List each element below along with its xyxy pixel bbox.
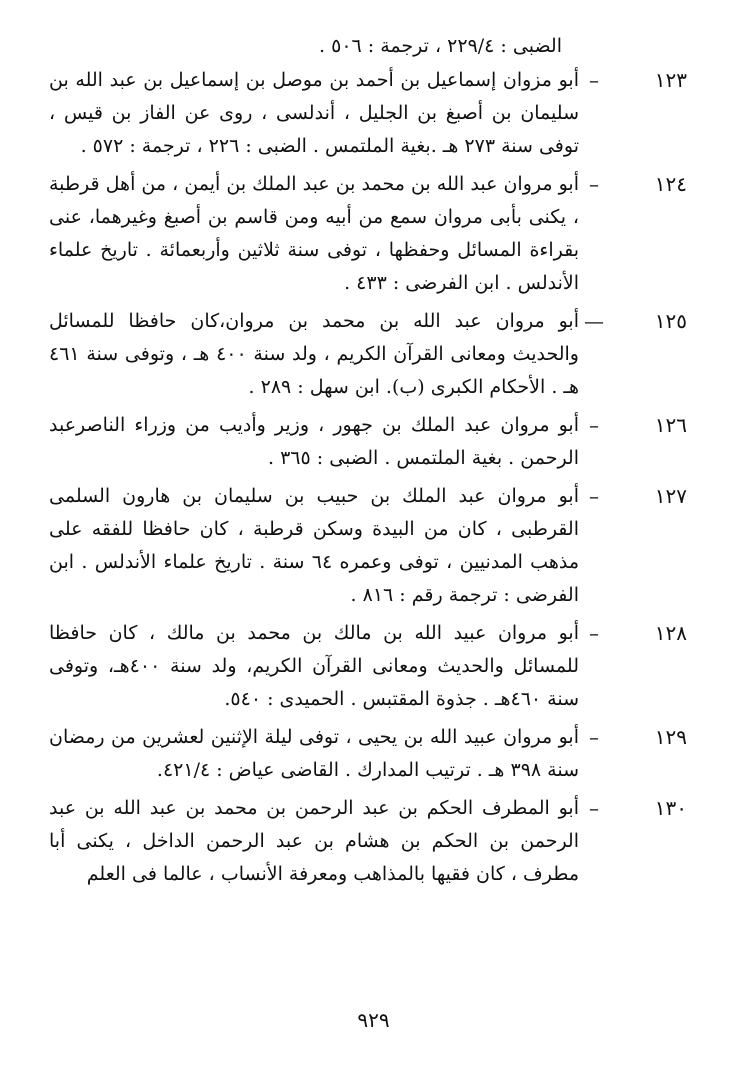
entry-124 <box>49 168 687 300</box>
entry-number: ١٢٩ <box>654 725 687 749</box>
entry-text: أبو مروان عبد الله بن محمد بن مروان،كان حافظا للمسائل والحديث ومعانى القرآن الكريم ، ولد سنة ٤٠٠ هـ ، وتوفى سنة ٤٦١ هـ . الأحكام الكبرى (ب). ابن سهل : ٢٨٩ . <box>49 310 579 398</box>
entry-number: ١٢٥ <box>654 309 687 333</box>
entry-dash: – <box>589 796 599 820</box>
entry-text: أبو مروان عبد الملك بن جهور ، وزير وأديب من وزراء الناصرعبد الرحمن . بغية الملتمس . الضبى : ٣٦٥ . <box>49 414 579 469</box>
entry-number: ١٢٣ <box>654 68 687 92</box>
entry-130 <box>49 792 687 891</box>
entry-text: أبو مزوان إسماعيل بن أحمد بن موصل بن إسماعيل بن عبد الله بن سليمان بن أصبغ بن الجليل ، أندلسى ، روى عن الفاز بن قيس ، توفى سنة ٢٧٣ هـ .بغية الملتمس . الضبى : ٢٢٦ ، ترجمة : ٥٧٢ . <box>49 69 579 157</box>
entry-number: ١٢٨ <box>654 621 687 645</box>
entry-129 <box>49 721 687 787</box>
entry-number: ١٢٧ <box>654 484 687 508</box>
entry-number: ١٣٠ <box>654 796 687 820</box>
entry-number: ١٢٦ <box>654 413 687 437</box>
entry-text: أبو مروان عبيد الله بن يحيى ، توفى ليلة الإثنين لعشرين من رمضان سنة ٣٩٨ هـ . ترتيب المدارك . القاضى عياض : ٤٢١/٤. <box>49 726 579 781</box>
entry-dash: – <box>589 725 599 749</box>
entry-dash: – <box>589 621 599 645</box>
entry-text: أبو مروان عبيد الله بن مالك بن محمد بن مالك ، كان حافظا للمسائل والحديث ومعانى القرآن الكريم، ولد سنة ٤٠٠هـ، وتوفى سنة ٤٦٠هـ . جذوة المقتبس . الحميدى : ٥٤٠. <box>49 622 579 710</box>
entry-dash: — <box>584 309 604 333</box>
entry-125 <box>49 305 687 404</box>
entry-dash: – <box>589 484 599 508</box>
entry-dash: – <box>589 172 599 196</box>
document-page <box>49 30 687 896</box>
entry-text: أبو المطرف الحكم بن عبد الرحمن بن محمد بن عبد الله بن عبد الرحمن بن الحكم بن هشام بن عبد الرحمن الداخل ، يكنى أبا مطرف ، كان فقيها بالمذاهب ومعرفة الأنساب ، عالما فى العلم <box>49 797 579 885</box>
entry-128 <box>49 617 687 716</box>
entry-number: ١٢٤ <box>654 172 687 196</box>
page-number: ٩٢٩ <box>357 1008 390 1032</box>
entry-127 <box>49 480 687 612</box>
entry-text: أبو مروان عبد الله بن محمد بن عبد الملك بن أيمن ، من أهل قرطبة ، يكنى بأبى مروان سمع من أبيه ومن قاسم بن أصبغ وغيرهما، عنى بقراءة المسائل وحفظها ، توفى سنة ثلاثين وأربعمائة . تاريخ علماء الأندلس . ابن الفرضى : ٤٣٣ . <box>49 173 579 294</box>
entry-dash: – <box>589 68 599 92</box>
entry-123 <box>49 64 687 163</box>
entry-126 <box>49 409 687 475</box>
continuation-text: الضبى : ٢٢٩/٤ ، ترجمة : ٥٠٦ . <box>319 35 562 57</box>
entry-dash: – <box>589 413 599 437</box>
entry-text: أبو مروان عبد الملك بن حبيب بن سليمان بن هارون السلمى القرطبى ، كان من البيدة وسكن قرطبة ، كان حافظا للفقه على مذهب المدنيين ، توفى وعمره ٦٤ سنة . تاريخ علماء الأندلس . ابن الفرضى : ترجمة رقم : ٨١٦ . <box>49 485 579 606</box>
